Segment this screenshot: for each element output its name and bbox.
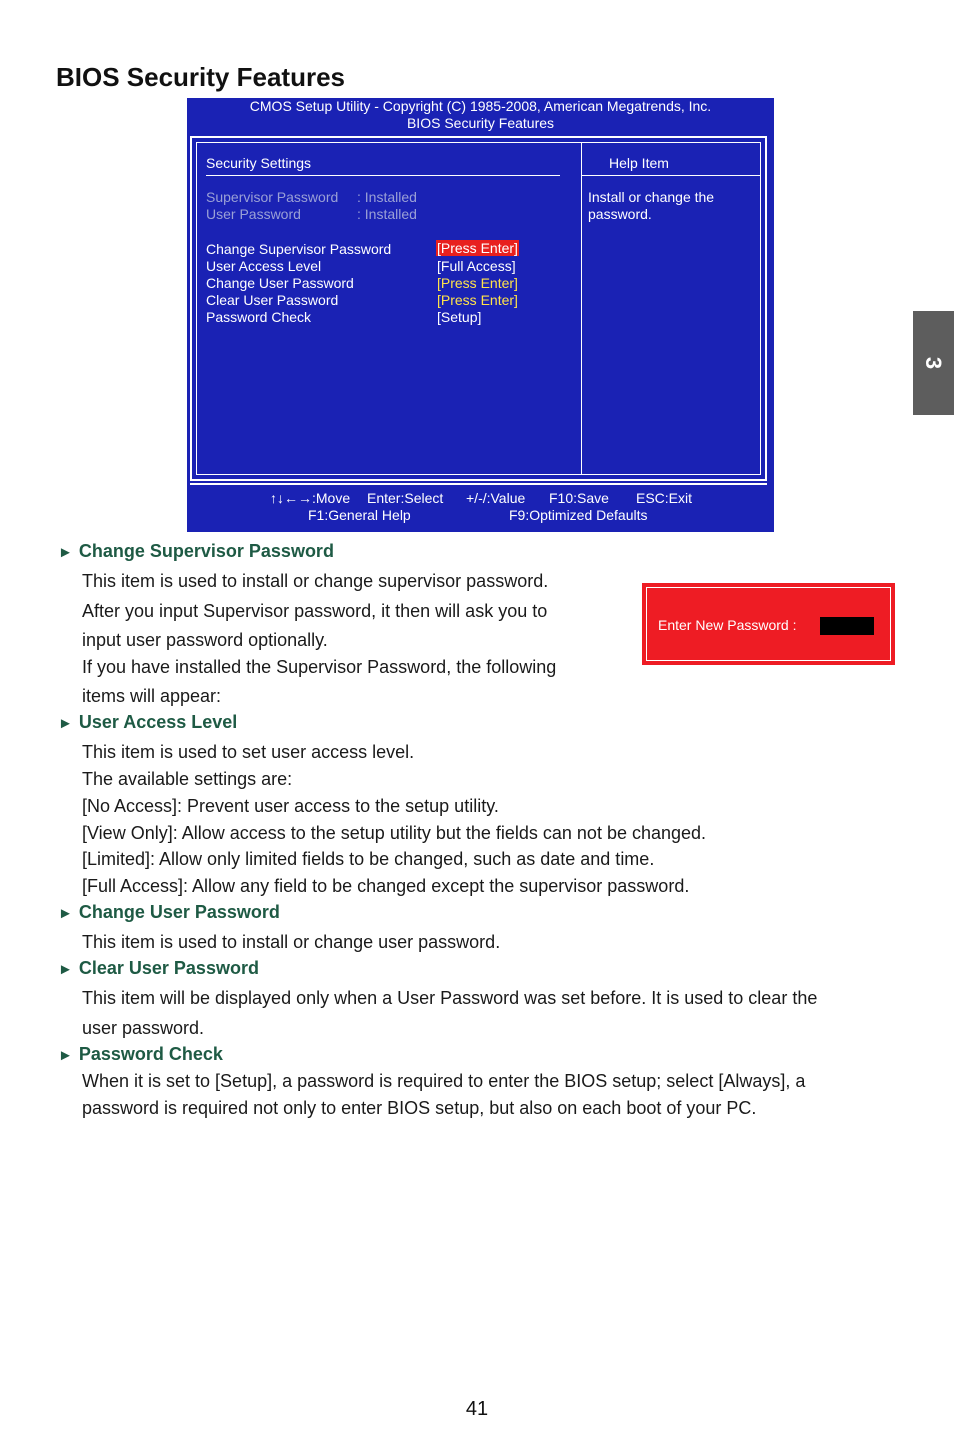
footer-defaults-hint: F9:Optimized Defaults [509, 507, 648, 523]
paragraph-line: This item is used to install or change supervisor password. [82, 571, 549, 591]
password-dialog-label: Enter New Password : [658, 617, 797, 633]
heading-password-check [58, 1044, 223, 1065]
heading-clear-user-password [58, 958, 259, 979]
help-divider [581, 143, 582, 474]
paragraph-line: This item is used to install or change user password. [82, 932, 501, 952]
option-change-user-password-value[interactable]: [Press Enter] [437, 275, 518, 291]
page-number: 41 [465, 1398, 489, 1420]
new-password-input[interactable] [820, 617, 874, 635]
footer-exit-hint: ESC:Exit [636, 490, 693, 506]
help-item-title: Help Item [609, 155, 669, 171]
footer-select-hint: Enter:Select [367, 490, 444, 506]
paragraph-line: [Limited]: Allow only limited fields to be changed, such as date and time. [82, 849, 655, 869]
option-user-access-level[interactable]: User Access Level [206, 258, 322, 274]
bios-main-frame [190, 136, 767, 481]
chapter-number: 3 [921, 356, 947, 370]
option-password-check[interactable]: Password Check [206, 309, 312, 325]
heading-change-supervisor-password [58, 541, 334, 562]
paragraph-line: This item is used to set user access level. [82, 742, 415, 762]
page-title: BIOS Security Features [56, 62, 345, 92]
option-clear-user-password[interactable]: Clear User Password [206, 292, 339, 308]
option-user-access-level-value[interactable]: [Full Access] [437, 258, 516, 274]
option-change-user-password[interactable]: Change User Password [206, 275, 354, 291]
heading-user-access-level [58, 712, 237, 733]
heading-text: Clear User Password [78, 958, 259, 978]
security-settings-underline [206, 175, 560, 176]
footer-value-hint: +/-/:Value [466, 490, 526, 506]
heading-text: User Access Level [78, 712, 238, 732]
user-password-status-label: User Password [206, 206, 301, 222]
paragraph-line: [Full Access]: Allow any field to be changed except the supervisor password. [82, 876, 690, 896]
heading-text: Password Check [78, 1044, 223, 1064]
paragraph-line: The available settings are: [82, 769, 293, 789]
paragraph-line: [View Only]: Allow access to the setup utility but the fields can not be changed. [82, 823, 707, 843]
arrow-icon: ► [58, 961, 73, 978]
heading-change-user-password [58, 902, 280, 923]
paragraph-line: input user password optionally. [82, 630, 328, 650]
supervisor-password-status-value: : Installed [357, 189, 417, 205]
bios-header [187, 98, 774, 132]
help-item-text: Install or change the password. [588, 189, 715, 222]
arrow-icon: ► [58, 1047, 73, 1064]
security-settings-title: Security Settings [206, 155, 312, 171]
heading-text: Change User Password [78, 902, 280, 922]
bios-screen [187, 98, 774, 532]
heading-text: Change Supervisor Password [78, 541, 334, 561]
option-password-check-value[interactable]: [Setup] [437, 309, 482, 325]
paragraph-line: password is required not only to enter BIOS setup, but also on each boot of your PC. [82, 1098, 757, 1118]
bios-copyright: CMOS Setup Utility - Copyright (C) 1985-2008, American Megatrends, Inc. [249, 98, 712, 114]
user-password-status-value: : Installed [357, 206, 417, 222]
chapter-tab [913, 311, 954, 415]
bios-main-panel [196, 142, 761, 475]
password-dialog-frame [646, 587, 891, 661]
paragraph-line: When it is set to [Setup], a password is required to enter the BIOS setup; select [Always], a [82, 1071, 806, 1091]
paragraph-line: This item will be displayed only when a User Password was set before. It is used to clear the [82, 988, 818, 1008]
password-dialog [642, 583, 895, 665]
bios-screen-title: BIOS Security Features [406, 115, 555, 131]
arrow-icon: ► [58, 905, 73, 922]
paragraph-line: If you have installed the Supervisor Password, the following [82, 657, 557, 677]
footer-save-hint: F10:Save [549, 490, 609, 506]
option-change-supervisor-password-value[interactable]: [Press Enter] [437, 240, 518, 256]
option-clear-user-password-value[interactable]: [Press Enter] [437, 292, 518, 308]
supervisor-password-status-label: Supervisor Password [206, 189, 339, 205]
arrow-icon: ► [58, 715, 73, 732]
paragraph-line: [No Access]: Prevent user access to the setup utility. [82, 796, 499, 816]
bios-footer-divider [190, 483, 767, 486]
paragraph-line: After you input Supervisor password, it then will ask you to [82, 601, 548, 621]
help-header-divider [582, 175, 760, 176]
paragraph-line: user password. [82, 1018, 205, 1038]
arrow-icon: ► [58, 544, 73, 561]
option-change-supervisor-password[interactable]: Change Supervisor Password [206, 241, 392, 257]
paragraph-line: items will appear: [82, 686, 222, 706]
footer-move-hint: ↑↓←→:Move [270, 490, 351, 506]
footer-help-hint: F1:General Help [308, 507, 411, 523]
